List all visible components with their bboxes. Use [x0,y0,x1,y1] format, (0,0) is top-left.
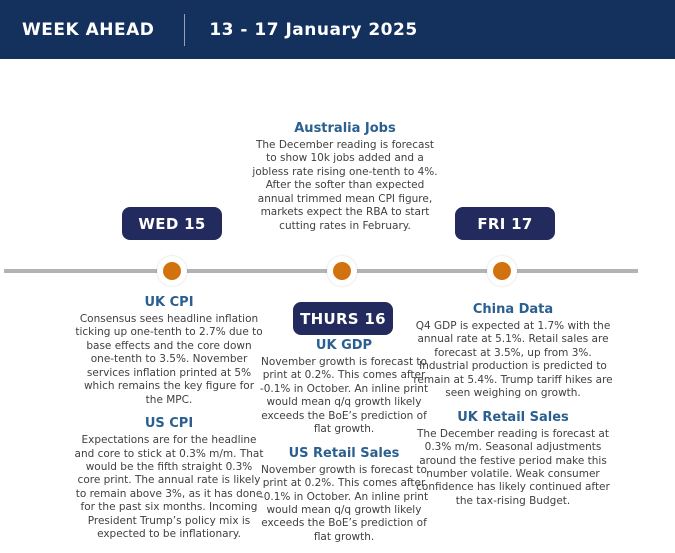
header-divider [184,14,185,46]
timeline-dot-icon [333,262,351,280]
event-body-us-retail-sales: November growth is forecast to print at 0.2%. This comes after -0.1% in October. An inline print would mean q/q growth likely exceeds the BoE’s prediction of flat growth. [259,463,429,543]
event-title-us-cpi: US CPI [144,416,194,432]
timeline-canvas [0,59,675,543]
header-bar [0,0,675,59]
event-china-data [410,302,616,401]
timeline-dot-icon [163,262,181,280]
event-uk-gdp [257,338,431,437]
event-uk-retail-sales [410,410,616,509]
timeline-marker-thursday [327,256,357,286]
event-body-australia-jobs: The December reading is forecast to show 10k jobs added and a jobless rate rising one-tenth to 4%. After the softer than expected annual trimmed mean CPI figure, markets expect the RBA to start cutting rates in February. [252,139,438,232]
event-title-australia-jobs: Australia Jobs [294,121,396,136]
column-friday [410,302,616,517]
page-title: WEEK AHEAD [22,19,155,40]
timeline-dot-icon [493,262,511,280]
event-australia-jobs [251,121,439,242]
event-body-us-cpi: Expectations are for the headline and core to stick at 0.3% m/m. That would be the fifth straight 0.3% core print. The annual rate is likely to remain above 3%, as it has done for the past six months. Incoming President Trump’s policy mix is expected to be inflationary. [74,434,264,541]
event-us-retail-sales [257,446,431,545]
day-badge-thurs-16: THURS 16 [293,302,393,335]
event-uk-cpi [74,295,264,407]
timeline-line [4,269,638,273]
event-us-cpi [74,416,264,542]
event-body-china-data: Q4 GDP is expected at 1.7% with the annual rate at 5.1%. Retail sales are forecast at 3.5%, up from 3%. Industrial production is predicted to remain at 5.4%. Trump tariff hikes are seen weighing on growth. [413,320,613,400]
event-title-us-retail-sales: US Retail Sales [288,445,400,461]
day-badge-wed-15: WED 15 [122,207,222,240]
event-title-uk-cpi: UK CPI [144,295,194,310]
event-title-china-data: China Data [472,302,554,317]
event-body-uk-gdp: November growth is forecast to print at 0.2%. This comes after -0.1% in October. An inline print would mean q/q growth likely exceeds the BoE’s prediction of flat growth. [259,356,429,436]
column-thursday [257,338,431,553]
date-range: 13 - 17 January 2025 [209,19,418,40]
timeline-marker-friday [487,256,517,286]
column-wednesday [74,295,264,551]
timeline-marker-wednesday [157,256,187,286]
event-body-uk-cpi: Consensus sees headline inflation ticking up one-tenth to 2.7% due to base effects and the core down one-tenth to 3.5%. November services inflation printed at 5% which remains the key figure for the MPC. [75,313,263,406]
event-title-uk-gdp: UK GDP [315,338,373,353]
event-title-uk-retail-sales: UK Retail Sales [457,409,569,425]
event-body-uk-retail-sales: The December reading is forecast at 0.3% m/m. Seasonal adjustments around the festive period make this number volatile. Weak consumer confidence has likely continued after the tax-rising Budget. [416,427,610,507]
day-badge-fri-17: FRI 17 [455,207,555,240]
